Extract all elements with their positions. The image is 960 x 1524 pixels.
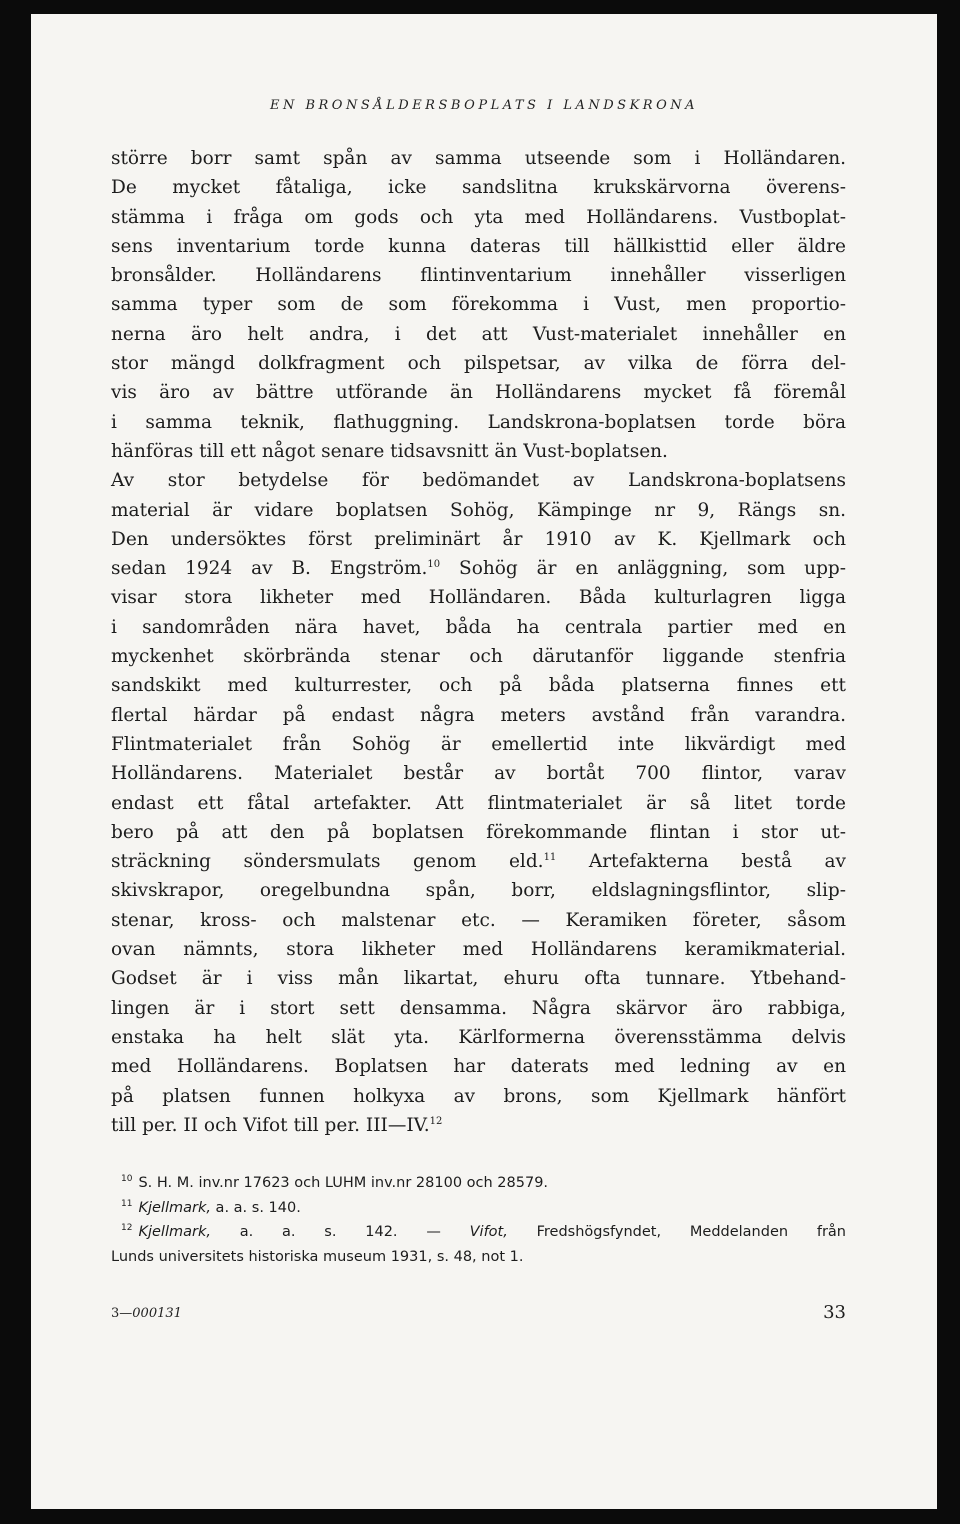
text-segment: Sohög är en anläggning, som upp- [440,558,846,580]
text-line: visar stora likheter med Holländaren. Båda kulturlagren ligga [111,587,846,609]
footnote-ref-12[interactable]: 12 [429,1115,443,1127]
footnote-ref-10[interactable]: 10 [427,559,441,571]
text-line: hänföras till ett något senare tidsavsnitt än Vust-boplatsen. [111,440,668,462]
text-line: ovan nämnts, stora likheter med Holländarens keramikmaterial. [111,939,846,961]
page-number: 33 [823,1302,846,1323]
text-line: skivskrapor, oregelbundna spån, borr, eldslagningsflintor, slip- [111,880,846,902]
text-line [111,847,846,876]
footnote-12-continuation: Lunds universitets historiska museum 1931, s. 48, not 1. [111,1248,524,1265]
text-line: enstaka ha helt slät yta. Kärlformerna överensstämma delvis [111,1026,846,1048]
text-line: i sandområden nära havet, båda ha centrala partier med en [111,616,846,638]
footnote-ref-11[interactable]: 11 [543,852,557,864]
footnote-number: 11 [121,1198,133,1209]
text-segment: Artefakterna bestå av [556,851,846,873]
text-line: material är vidare boplatsen Sohög, Kämpinge nr 9, Rängs sn. [111,499,846,521]
text-line [111,1111,846,1140]
text-line: De mycket fåtaliga, icke sandslitna krukskärvorna överens- [111,177,846,199]
footnotes [111,1171,846,1269]
text-segment: till per. II och Vifot till per. III—IV. [111,1114,430,1136]
text-line: flertal härdar på endast några meters avstånd från varandra. [111,704,846,726]
text-line: Holländarens. Materialet består av bortåt 700 flintor, varav [111,763,846,785]
text-line: stor mängd dolkfragment och pilspetsar, av vilka de förra del- [111,353,846,375]
text-line: stämma i fråga om gods och yta med Holländarens. Vustboplat- [111,206,846,228]
text-line: på platsen funnen holkyxa av brons, som Kjellmark hänfört [111,1085,846,1107]
text-line: myckenhet skörbrända stenar och därutanför liggande stenfria [111,646,846,668]
running-title: EN BRONSÅLDERSBOPLATS I LANDSKRONA [269,98,699,113]
footnote-author: Vifot, [469,1224,508,1240]
text-line: bronsålder. Holländarens flintinventarium innehåller visserligen [111,265,846,287]
print-code [111,1306,182,1321]
document-page [31,14,937,1509]
text-line: i samma teknik, flathuggning. Landskrona-boplatsen torde böra [111,411,846,433]
text-line: sandskikt med kulturrester, och på båda platserna finnes ett [111,675,846,697]
text-segment: sedan 1924 av B. Engström. [111,558,428,580]
print-code-number: 000131 [132,1306,182,1321]
footnote-text: S. H. M. inv.nr 17623 och LUHM inv.nr 28100 och 28579. [138,1175,549,1191]
footnote-author: Kjellmark, [138,1199,211,1216]
footnote-12 [111,1220,846,1245]
text-line: sens inventarium torde kunna dateras till hällkisttid eller äldre [111,235,846,257]
footnote-number: 12 [121,1223,133,1233]
text-line: endast ett fåtal artefakter. Att flintmaterialet är så litet torde [111,792,846,814]
footnote-text: a. a. s. 142. — [210,1224,470,1240]
text-line: Av stor betydelse för bedömandet av Landskrona-boplatsens [111,470,846,492]
footnote-number: 10 [121,1174,133,1184]
text-line: Godset är i viss mån likartat, ehuru ofta tunnare. Ytbehand- [111,968,846,990]
footnote-10 [111,1171,846,1196]
footnote-11 [111,1196,846,1221]
text-line: Flintmaterialet från Sohög är emellertid inte likvärdigt med [111,733,846,755]
text-line: lingen är i stort sett densamma. Några skärvor äro rabbiga, [111,997,846,1019]
text-line: stenar, kross- och malstenar etc. — Keramiken företer, såsom [111,909,846,931]
text-line: nerna äro helt andra, i det att Vust-materialet innehåller en [111,323,846,345]
text-line: bero på att den på boplatsen förekommande flintan i stor ut- [111,821,846,843]
footnote-author: Kjellmark, [138,1224,211,1240]
text-segment: sträckning söndersmulats genom eld. [111,851,544,873]
text-line: Den undersöktes först preliminärt år 1910 av K. Kjellmark och [111,528,846,550]
text-line [111,554,846,583]
text-line: vis äro av bättre utförande än Holländarens mycket få föremål [111,382,846,404]
body-text [111,144,846,1140]
text-line: större borr samt spån av samma utseende som i Holländaren. [111,148,846,169]
text-line: med Holländarens. Boplatsen har daterats med ledning av en [111,1056,846,1078]
print-code-prefix: 3— [111,1306,133,1321]
text-line: samma typer som de som förekomma i Vust, men proportio- [111,294,846,316]
footnote-text: Fredshögsfyndet, Meddelanden från [507,1224,846,1240]
footnote-text: a. a. s. 140. [210,1199,301,1216]
